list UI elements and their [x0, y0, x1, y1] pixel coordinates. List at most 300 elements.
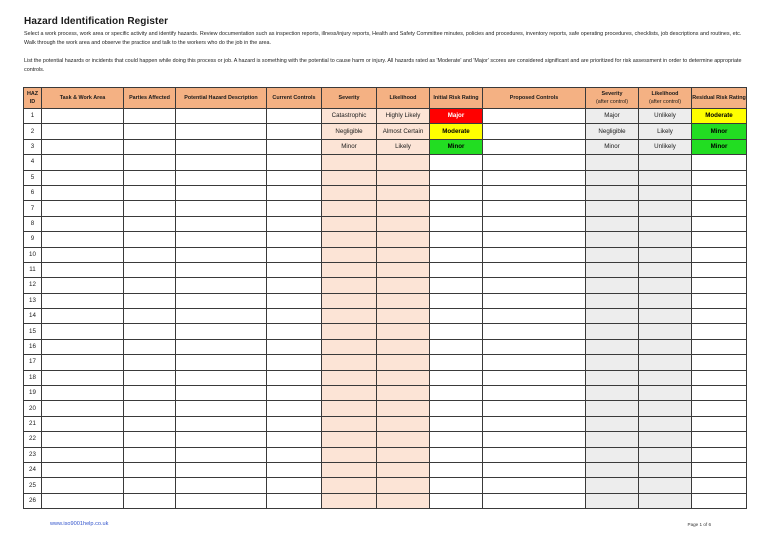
cell-description[interactable]	[176, 170, 267, 185]
cell-proposed-controls[interactable]	[483, 432, 586, 447]
cell-initial-risk	[430, 247, 483, 262]
cell-likelihood[interactable]	[377, 278, 430, 293]
table-row	[24, 370, 747, 385]
cell-severity-after[interactable]	[586, 232, 639, 247]
cell-initial-risk	[430, 462, 483, 477]
cell-initial-risk	[430, 278, 483, 293]
cell-likelihood[interactable]	[377, 309, 430, 324]
cell-likelihood-after[interactable]	[639, 293, 692, 308]
cell-task[interactable]	[42, 139, 124, 154]
cell-current-controls[interactable]	[267, 478, 322, 493]
cell-parties[interactable]	[124, 386, 176, 401]
cell-likelihood-after[interactable]	[639, 447, 692, 462]
cell-severity-after[interactable]	[586, 293, 639, 308]
header-likelihood-after-label: Likelihood	[651, 91, 679, 97]
cell-parties[interactable]	[124, 478, 176, 493]
cell-description[interactable]	[176, 416, 267, 431]
cell-task[interactable]	[42, 370, 124, 385]
cell-current-controls[interactable]	[267, 278, 322, 293]
cell-haz-id: 13	[24, 293, 42, 308]
cell-likelihood[interactable]	[377, 462, 430, 477]
intro-paragraph-2: List the potential hazards or incidents that could happen while doing this process or job. A hazard is something with the potential to cause harm or injury. All hazards rated as 'Moderate' and 'Major' scores are considered significant and are prioritized for risk assessment in order to determine appropriate controls.	[24, 58, 742, 73]
cell-severity-after[interactable]	[586, 170, 639, 185]
cell-description[interactable]	[176, 124, 267, 139]
cell-task[interactable]	[42, 324, 124, 339]
cell-residual-risk	[692, 416, 747, 431]
cell-severity[interactable]	[322, 278, 377, 293]
table-header-row	[24, 88, 747, 109]
cell-task[interactable]	[42, 232, 124, 247]
cell-haz-id: 4	[24, 155, 42, 170]
cell-description[interactable]	[176, 278, 267, 293]
cell-parties[interactable]	[124, 401, 176, 416]
cell-residual-risk	[692, 355, 747, 370]
cell-task[interactable]	[42, 432, 124, 447]
cell-parties[interactable]	[124, 462, 176, 477]
cell-current-controls[interactable]	[267, 355, 322, 370]
cell-task[interactable]	[42, 478, 124, 493]
cell-likelihood[interactable]	[377, 262, 430, 277]
cell-likelihood-after[interactable]	[639, 185, 692, 200]
cell-residual-risk: Minor	[692, 124, 747, 139]
cell-parties[interactable]	[124, 139, 176, 154]
cell-severity-after[interactable]	[586, 493, 639, 508]
cell-description[interactable]	[176, 309, 267, 324]
cell-current-controls[interactable]	[267, 432, 322, 447]
cell-description[interactable]	[176, 155, 267, 170]
cell-likelihood-after[interactable]: Unlikely	[639, 139, 692, 154]
cell-severity-after[interactable]	[586, 416, 639, 431]
cell-likelihood[interactable]	[377, 324, 430, 339]
cell-severity[interactable]	[322, 247, 377, 262]
cell-severity-after[interactable]	[586, 401, 639, 416]
cell-parties[interactable]	[124, 416, 176, 431]
cell-residual-risk: Moderate	[692, 109, 747, 124]
cell-likelihood-after[interactable]	[639, 262, 692, 277]
cell-task[interactable]	[42, 355, 124, 370]
cell-haz-id: 26	[24, 493, 42, 508]
cell-initial-risk	[430, 324, 483, 339]
cell-current-controls[interactable]	[267, 447, 322, 462]
cell-severity[interactable]	[322, 432, 377, 447]
cell-parties[interactable]	[124, 170, 176, 185]
cell-proposed-controls[interactable]	[483, 170, 586, 185]
cell-initial-risk: Minor	[430, 139, 483, 154]
cell-likelihood[interactable]	[377, 339, 430, 354]
cell-task[interactable]	[42, 109, 124, 124]
cell-description[interactable]	[176, 432, 267, 447]
cell-likelihood[interactable]	[377, 432, 430, 447]
cell-proposed-controls[interactable]	[483, 124, 586, 139]
cell-proposed-controls[interactable]	[483, 293, 586, 308]
cell-current-controls[interactable]	[267, 293, 322, 308]
cell-likelihood[interactable]	[377, 232, 430, 247]
cell-initial-risk	[430, 170, 483, 185]
cell-likelihood-after[interactable]	[639, 216, 692, 231]
cell-task[interactable]	[42, 201, 124, 216]
cell-proposed-controls[interactable]	[483, 155, 586, 170]
cell-likelihood[interactable]	[377, 416, 430, 431]
cell-parties[interactable]	[124, 493, 176, 508]
cell-task[interactable]	[42, 216, 124, 231]
cell-parties[interactable]	[124, 324, 176, 339]
cell-severity[interactable]	[322, 447, 377, 462]
cell-severity-after[interactable]	[586, 478, 639, 493]
cell-likelihood[interactable]	[377, 370, 430, 385]
cell-severity-after[interactable]	[586, 355, 639, 370]
cell-severity[interactable]	[322, 155, 377, 170]
cell-severity-after[interactable]	[586, 339, 639, 354]
cell-current-controls[interactable]	[267, 170, 322, 185]
cell-current-controls[interactable]	[267, 262, 322, 277]
cell-severity-after[interactable]	[586, 201, 639, 216]
cell-likelihood-after[interactable]	[639, 355, 692, 370]
cell-residual-risk	[692, 462, 747, 477]
cell-parties[interactable]	[124, 232, 176, 247]
table-row	[24, 232, 747, 247]
cell-description[interactable]	[176, 370, 267, 385]
cell-likelihood-after[interactable]	[639, 247, 692, 262]
table-row	[24, 309, 747, 324]
cell-haz-id: 16	[24, 339, 42, 354]
cell-current-controls[interactable]	[267, 155, 322, 170]
cell-likelihood-after[interactable]	[639, 370, 692, 385]
cell-proposed-controls[interactable]	[483, 462, 586, 477]
cell-severity[interactable]	[322, 339, 377, 354]
cell-severity[interactable]	[322, 232, 377, 247]
cell-haz-id: 24	[24, 462, 42, 477]
cell-proposed-controls[interactable]	[483, 109, 586, 124]
cell-task[interactable]	[42, 462, 124, 477]
cell-residual-risk	[692, 370, 747, 385]
cell-description[interactable]	[176, 386, 267, 401]
cell-likelihood-after[interactable]	[639, 416, 692, 431]
cell-severity-after[interactable]: Minor	[586, 139, 639, 154]
cell-task[interactable]	[42, 339, 124, 354]
cell-likelihood-after[interactable]	[639, 478, 692, 493]
cell-severity[interactable]: Minor	[322, 139, 377, 154]
cell-severity-after[interactable]	[586, 462, 639, 477]
cell-severity[interactable]	[322, 416, 377, 431]
cell-severity-after[interactable]	[586, 309, 639, 324]
cell-task[interactable]	[42, 262, 124, 277]
cell-likelihood[interactable]	[377, 478, 430, 493]
cell-description[interactable]	[176, 447, 267, 462]
cell-current-controls[interactable]	[267, 401, 322, 416]
cell-likelihood[interactable]	[377, 493, 430, 508]
cell-haz-id: 3	[24, 139, 42, 154]
cell-task[interactable]	[42, 170, 124, 185]
cell-severity[interactable]	[322, 185, 377, 200]
cell-likelihood[interactable]	[377, 386, 430, 401]
table-row	[24, 109, 747, 124]
cell-description[interactable]	[176, 262, 267, 277]
cell-proposed-controls[interactable]	[483, 247, 586, 262]
cell-likelihood-after[interactable]	[639, 309, 692, 324]
cell-severity-after[interactable]	[586, 262, 639, 277]
cell-severity[interactable]	[322, 386, 377, 401]
cell-proposed-controls[interactable]	[483, 324, 586, 339]
cell-likelihood-after[interactable]	[639, 386, 692, 401]
cell-current-controls[interactable]	[267, 232, 322, 247]
cell-severity[interactable]	[322, 493, 377, 508]
cell-description[interactable]	[176, 109, 267, 124]
cell-current-controls[interactable]	[267, 185, 322, 200]
cell-severity-after[interactable]	[586, 447, 639, 462]
cell-parties[interactable]	[124, 262, 176, 277]
cell-task[interactable]	[42, 309, 124, 324]
cell-likelihood[interactable]	[377, 185, 430, 200]
cell-current-controls[interactable]	[267, 370, 322, 385]
cell-residual-risk	[692, 201, 747, 216]
cell-proposed-controls[interactable]	[483, 447, 586, 462]
cell-proposed-controls[interactable]	[483, 262, 586, 277]
cell-proposed-controls[interactable]	[483, 478, 586, 493]
header-severity-after-sub: (after control)	[595, 99, 629, 105]
cell-haz-id: 25	[24, 478, 42, 493]
cell-parties[interactable]	[124, 278, 176, 293]
cell-proposed-controls[interactable]	[483, 370, 586, 385]
cell-likelihood-after[interactable]	[639, 432, 692, 447]
cell-parties[interactable]	[124, 185, 176, 200]
cell-severity[interactable]: Catastrophic	[322, 109, 377, 124]
cell-likelihood[interactable]	[377, 155, 430, 170]
cell-proposed-controls[interactable]	[483, 309, 586, 324]
cell-parties[interactable]	[124, 216, 176, 231]
cell-task[interactable]	[42, 386, 124, 401]
cell-description[interactable]	[176, 462, 267, 477]
cell-description[interactable]	[176, 324, 267, 339]
cell-likelihood-after[interactable]	[639, 401, 692, 416]
cell-severity-after[interactable]	[586, 278, 639, 293]
cell-residual-risk	[692, 278, 747, 293]
header-parties: Parties Affected	[124, 88, 176, 109]
cell-task[interactable]	[42, 293, 124, 308]
table-row	[24, 432, 747, 447]
cell-likelihood-after[interactable]	[639, 339, 692, 354]
cell-parties[interactable]	[124, 447, 176, 462]
cell-likelihood-after[interactable]: Likely	[639, 124, 692, 139]
cell-description[interactable]	[176, 493, 267, 508]
cell-haz-id: 20	[24, 401, 42, 416]
cell-task[interactable]	[42, 416, 124, 431]
cell-severity[interactable]	[322, 462, 377, 477]
cell-likelihood-after[interactable]	[639, 170, 692, 185]
cell-initial-risk	[430, 293, 483, 308]
cell-likelihood[interactable]	[377, 247, 430, 262]
cell-proposed-controls[interactable]	[483, 416, 586, 431]
cell-description[interactable]	[176, 478, 267, 493]
cell-severity-after[interactable]: Major	[586, 109, 639, 124]
cell-likelihood-after[interactable]	[639, 462, 692, 477]
cell-parties[interactable]	[124, 355, 176, 370]
table-row	[24, 416, 747, 431]
cell-current-controls[interactable]	[267, 309, 322, 324]
header-likelihood: Likelihood	[377, 88, 430, 109]
cell-proposed-controls[interactable]	[483, 493, 586, 508]
cell-haz-id: 6	[24, 185, 42, 200]
cell-residual-risk	[692, 324, 747, 339]
cell-haz-id: 8	[24, 216, 42, 231]
cell-severity[interactable]	[322, 309, 377, 324]
cell-likelihood-after[interactable]: Unlikely	[639, 109, 692, 124]
cell-residual-risk	[692, 262, 747, 277]
cell-task[interactable]	[42, 493, 124, 508]
cell-residual-risk	[692, 155, 747, 170]
cell-severity[interactable]	[322, 216, 377, 231]
cell-likelihood-after[interactable]	[639, 232, 692, 247]
cell-likelihood[interactable]: Highly Likely	[377, 109, 430, 124]
cell-likelihood[interactable]: Likely	[377, 139, 430, 154]
cell-residual-risk	[692, 247, 747, 262]
cell-severity[interactable]	[322, 324, 377, 339]
cell-description[interactable]	[176, 185, 267, 200]
cell-current-controls[interactable]	[267, 416, 322, 431]
cell-task[interactable]	[42, 185, 124, 200]
cell-proposed-controls[interactable]	[483, 278, 586, 293]
cell-proposed-controls[interactable]	[483, 401, 586, 416]
cell-likelihood[interactable]: Almost Certain	[377, 124, 430, 139]
header-likelihood-after	[639, 88, 692, 109]
cell-current-controls[interactable]	[267, 493, 322, 508]
cell-parties[interactable]	[124, 247, 176, 262]
cell-description[interactable]	[176, 201, 267, 216]
cell-severity[interactable]	[322, 201, 377, 216]
cell-initial-risk	[430, 309, 483, 324]
cell-initial-risk	[430, 370, 483, 385]
cell-residual-risk	[692, 447, 747, 462]
cell-haz-id: 1	[24, 109, 42, 124]
cell-severity-after[interactable]	[586, 155, 639, 170]
cell-proposed-controls[interactable]	[483, 216, 586, 231]
cell-severity[interactable]	[322, 355, 377, 370]
table-row	[24, 170, 747, 185]
cell-parties[interactable]	[124, 109, 176, 124]
cell-haz-id: 14	[24, 309, 42, 324]
cell-current-controls[interactable]	[267, 324, 322, 339]
cell-haz-id: 9	[24, 232, 42, 247]
cell-proposed-controls[interactable]	[483, 355, 586, 370]
cell-description[interactable]	[176, 293, 267, 308]
cell-residual-risk	[692, 493, 747, 508]
cell-likelihood[interactable]	[377, 216, 430, 231]
cell-parties[interactable]	[124, 309, 176, 324]
cell-current-controls[interactable]	[267, 462, 322, 477]
cell-severity-after[interactable]	[586, 432, 639, 447]
cell-severity-after[interactable]	[586, 386, 639, 401]
cell-task[interactable]	[42, 401, 124, 416]
cell-description[interactable]	[176, 247, 267, 262]
cell-current-controls[interactable]	[267, 109, 322, 124]
cell-task[interactable]	[42, 155, 124, 170]
cell-likelihood[interactable]	[377, 401, 430, 416]
cell-description[interactable]	[176, 355, 267, 370]
cell-parties[interactable]	[124, 339, 176, 354]
cell-parties[interactable]	[124, 124, 176, 139]
cell-severity-after[interactable]	[586, 247, 639, 262]
cell-current-controls[interactable]	[267, 139, 322, 154]
cell-current-controls[interactable]	[267, 339, 322, 354]
cell-parties[interactable]	[124, 370, 176, 385]
cell-likelihood[interactable]	[377, 201, 430, 216]
cell-proposed-controls[interactable]	[483, 185, 586, 200]
cell-severity[interactable]	[322, 262, 377, 277]
cell-description[interactable]	[176, 216, 267, 231]
cell-residual-risk	[692, 432, 747, 447]
cell-parties[interactable]	[124, 201, 176, 216]
cell-likelihood-after[interactable]	[639, 324, 692, 339]
cell-current-controls[interactable]	[267, 124, 322, 139]
cell-current-controls[interactable]	[267, 216, 322, 231]
footer-website-link[interactable]: www.iso9001help.co.uk	[50, 521, 109, 527]
cell-parties[interactable]	[124, 155, 176, 170]
table-row	[24, 278, 747, 293]
page-title: Hazard Identification Register	[24, 16, 169, 27]
cell-haz-id: 17	[24, 355, 42, 370]
cell-likelihood[interactable]	[377, 293, 430, 308]
cell-parties[interactable]	[124, 432, 176, 447]
cell-severity[interactable]	[322, 401, 377, 416]
cell-haz-id: 15	[24, 324, 42, 339]
cell-haz-id: 12	[24, 278, 42, 293]
header-severity-after-label: Severity	[601, 91, 623, 97]
table-row	[24, 247, 747, 262]
cell-severity-after[interactable]: Negligible	[586, 124, 639, 139]
cell-haz-id: 22	[24, 432, 42, 447]
cell-severity-after[interactable]	[586, 324, 639, 339]
cell-likelihood-after[interactable]	[639, 201, 692, 216]
cell-task[interactable]	[42, 124, 124, 139]
cell-current-controls[interactable]	[267, 201, 322, 216]
cell-likelihood-after[interactable]	[639, 493, 692, 508]
cell-severity[interactable]	[322, 370, 377, 385]
cell-proposed-controls[interactable]	[483, 139, 586, 154]
cell-task[interactable]	[42, 278, 124, 293]
table-row	[24, 185, 747, 200]
header-proposed-controls: Proposed Controls	[483, 88, 586, 109]
cell-current-controls[interactable]	[267, 386, 322, 401]
table-row	[24, 139, 747, 154]
cell-haz-id: 21	[24, 416, 42, 431]
cell-proposed-controls[interactable]	[483, 386, 586, 401]
cell-severity[interactable]: Negligible	[322, 124, 377, 139]
cell-severity[interactable]	[322, 478, 377, 493]
cell-description[interactable]	[176, 139, 267, 154]
cell-current-controls[interactable]	[267, 247, 322, 262]
table-row	[24, 216, 747, 231]
cell-task[interactable]	[42, 447, 124, 462]
cell-severity[interactable]	[322, 170, 377, 185]
cell-likelihood-after[interactable]	[639, 155, 692, 170]
cell-proposed-controls[interactable]	[483, 201, 586, 216]
cell-proposed-controls[interactable]	[483, 339, 586, 354]
cell-likelihood-after[interactable]	[639, 278, 692, 293]
cell-severity-after[interactable]	[586, 185, 639, 200]
cell-severity-after[interactable]	[586, 370, 639, 385]
cell-likelihood[interactable]	[377, 355, 430, 370]
cell-proposed-controls[interactable]	[483, 232, 586, 247]
cell-severity[interactable]	[322, 293, 377, 308]
cell-parties[interactable]	[124, 293, 176, 308]
cell-likelihood[interactable]	[377, 170, 430, 185]
cell-description[interactable]	[176, 339, 267, 354]
header-residual-risk: Residual Risk Rating	[692, 88, 747, 109]
cell-severity-after[interactable]	[586, 216, 639, 231]
cell-task[interactable]	[42, 247, 124, 262]
cell-likelihood[interactable]	[377, 447, 430, 462]
cell-description[interactable]	[176, 401, 267, 416]
cell-description[interactable]	[176, 232, 267, 247]
